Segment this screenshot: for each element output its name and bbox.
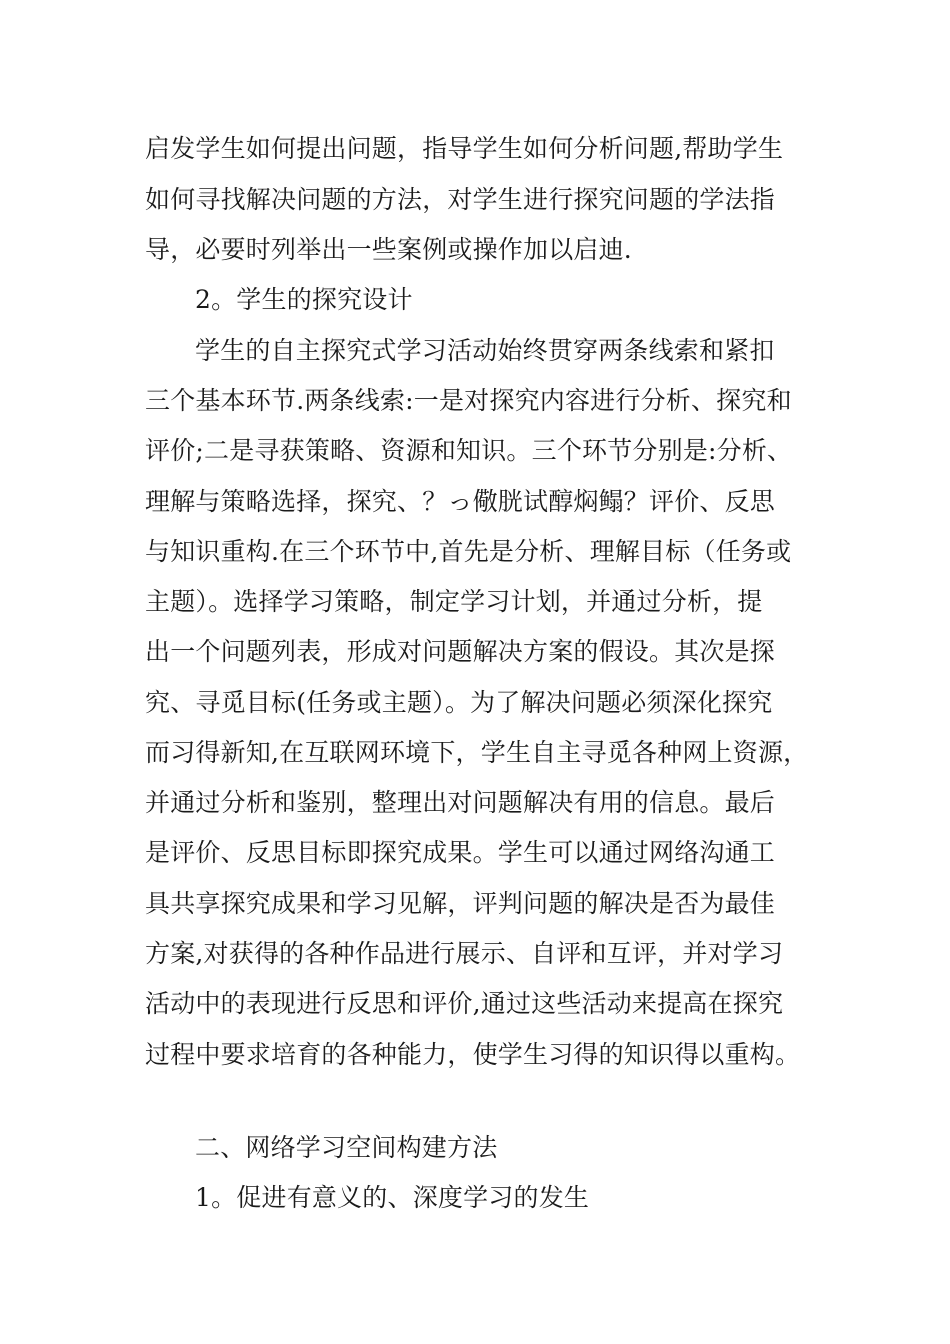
- paragraph1-line-3: 导，必要时列举出一些案例或操作加以启迪.: [145, 235, 632, 264]
- paragraph1-line-2: 如何寻找解决问题的方法，对学生进行探究问题的学法指: [145, 185, 776, 214]
- paragraph2-line-12: 具共享探究成果和学习见解，评判问题的解决是否为最佳: [145, 889, 776, 918]
- paragraph2-line-9: 而习得新知,在互联网环境下，学生自主寻觅各种网上资源，: [145, 738, 809, 767]
- paragraph2-line-2: 三个基本环节.两条线索:一是对探究内容进行分析、探究和: [145, 386, 792, 415]
- paragraph2-line-3: 评价;二是寻获策略、资源和知识。三个环节分别是:分析、: [145, 436, 793, 465]
- paragraph2-line-15: 过程中要求培育的各种能力，使学生习得的知识得以重构。: [145, 1040, 801, 1069]
- paragraph1-line-1: 启发学生如何提出问题，指导学生如何分析问题,帮助学生: [145, 134, 784, 163]
- paragraph2-line-10: 并通过分析和鉴别，整理出对问题解决有用的信息。最后: [145, 788, 776, 817]
- heading-section-two: 二、网络学习空间构建方法: [195, 1133, 498, 1162]
- paragraph2-line-4: 理解与策略选择，探究、？っ儆胱试醇焖鳎？评价、反思: [145, 487, 776, 516]
- paragraph2-line-14: 活动中的表现进行反思和评价,通过这些活动来提高在探究: [145, 989, 784, 1018]
- paragraph2-line-6: 主题）。选择学习策略，制定学习计划，并通过分析，提: [145, 587, 763, 616]
- paragraph2-line-7: 出一个问题列表，形成对问题解决方案的假设。其次是探: [145, 637, 776, 666]
- paragraph2-line-8: 究、寻觅目标(任务或主题）。为了解决问题必须深化探究: [145, 688, 773, 717]
- paragraph2-line-13: 方案,对获得的各种作品进行展示、自评和互评，并对学习: [145, 939, 784, 968]
- heading-student-design: 2。学生的探究设计: [195, 285, 413, 314]
- paragraph2-line-5: 与知识重构.在三个环节中,首先是分析、理解目标（任务或: [145, 537, 792, 566]
- paragraph2-line-11: 是评价、反思目标即探究成果。学生可以通过网络沟通工: [145, 838, 776, 867]
- paragraph2-line-1: 学生的自主探究式学习活动始终贯穿两条线索和紧扣: [195, 336, 775, 365]
- heading-item-one: 1。促进有意义的、深度学习的发生: [195, 1183, 590, 1212]
